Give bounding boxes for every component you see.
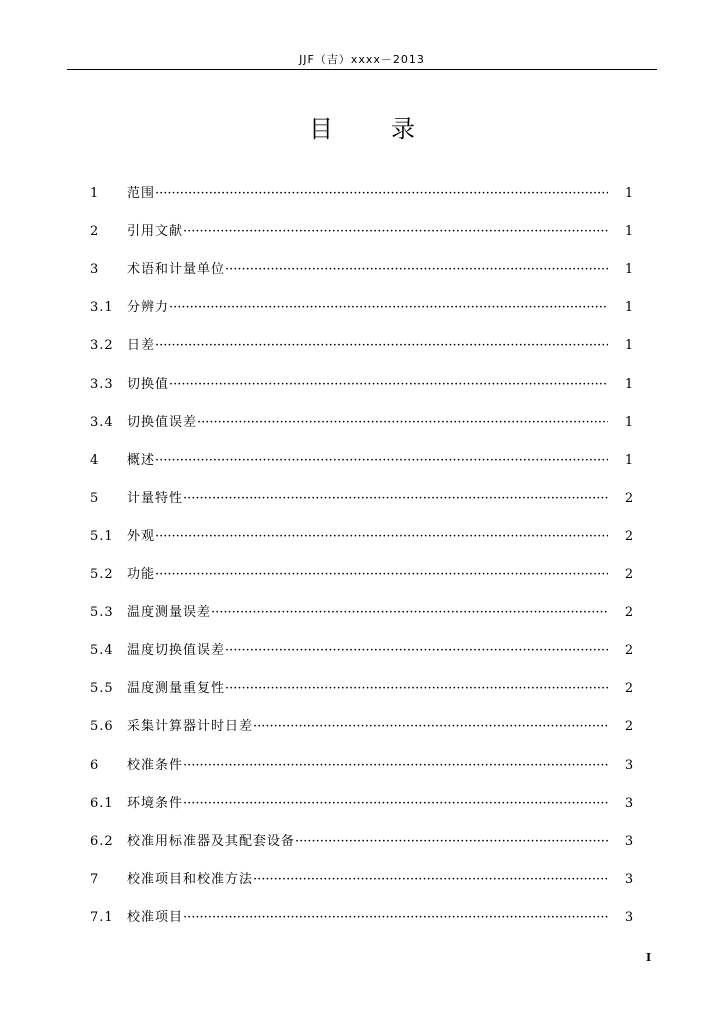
toc-entry-number: 3.1 <box>90 300 114 316</box>
toc-entry-line <box>127 756 608 776</box>
toc-entry-number: 5.1 <box>90 528 114 544</box>
toc-entry-number: 6.2 <box>90 833 114 849</box>
toc-entry-page: 1 <box>624 452 634 468</box>
toc-entry <box>0 603 724 623</box>
toc-entry-line <box>127 260 608 280</box>
toc-leader-dots <box>295 832 608 852</box>
toc-entry-page: 2 <box>624 605 634 621</box>
toc-leader-dots <box>183 756 608 776</box>
toc-leader-dots <box>155 527 608 547</box>
toc-entry <box>0 489 724 509</box>
toc-entry <box>0 832 724 852</box>
toc-entry-title: 切换值误差 <box>127 414 198 430</box>
toc-entry-page: 3 <box>624 757 634 773</box>
toc-entry-line <box>127 832 608 852</box>
toc-entry-number: 5.4 <box>90 643 114 659</box>
toc-entry <box>0 298 724 318</box>
toc-entry-number: 3.2 <box>90 338 114 354</box>
toc-entry-title: 日差 <box>127 338 156 354</box>
toc-entry-line <box>127 298 608 318</box>
toc-entry-title: 校准项目 <box>127 909 184 925</box>
toc-entry-number: 3.4 <box>90 414 114 430</box>
toc-leader-dots <box>211 603 608 623</box>
toc-leader-dots <box>169 375 608 395</box>
toc-entry <box>0 794 724 814</box>
toc-entry <box>0 870 724 890</box>
toc-entry <box>0 717 724 737</box>
toc-entry-page: 1 <box>624 186 634 201</box>
toc-entry-number: 3.3 <box>90 376 114 392</box>
toc-entry-number: 7 <box>90 871 100 887</box>
toc-entry-title: 引用文献 <box>127 224 184 240</box>
toc-entry <box>0 908 724 928</box>
toc-entry-number: 1 <box>90 186 100 201</box>
toc-entry-line <box>127 565 608 585</box>
toc-leader-dots <box>183 794 608 814</box>
toc-entry-number: 5.6 <box>90 719 114 735</box>
toc-entry-title: 温度切换值误差 <box>127 643 226 659</box>
toc-entry-title: 切换值 <box>127 376 170 392</box>
toc-entry <box>0 184 724 204</box>
toc-leader-dots <box>183 222 608 242</box>
toc-entry <box>0 679 724 699</box>
toc-entry-title: 功能 <box>127 567 156 582</box>
toc-leader-dots <box>183 489 608 509</box>
toc-entry-page: 1 <box>624 414 634 430</box>
toc-leader-dots <box>183 908 608 928</box>
toc-entry-line <box>127 717 608 737</box>
toc-entry-line <box>127 222 608 242</box>
toc-entry <box>0 756 724 776</box>
toc-leader-dots <box>197 413 608 433</box>
toc-entry-number: 3 <box>90 262 100 278</box>
toc-entry-number: 5 <box>90 490 100 506</box>
toc-entry-number: 4 <box>90 452 100 468</box>
toc-entry <box>0 375 724 395</box>
toc-entry <box>0 565 724 585</box>
toc-entry-number: 5.3 <box>90 605 114 621</box>
toc-leader-dots <box>155 336 608 356</box>
toc-entry-line <box>127 375 608 395</box>
toc-entry-title: 采集计算器计时日差 <box>127 719 254 735</box>
toc-leader-dots <box>253 870 608 890</box>
toc-entry-line <box>127 908 608 928</box>
toc-entry-number: 2 <box>90 224 100 240</box>
document-code: JJF（吉）xxxx－2013 <box>299 53 425 66</box>
toc-entry-title: 温度测量误差 <box>127 605 212 621</box>
toc-leader-dots <box>155 451 608 471</box>
page-title-char-1: 目 <box>309 115 333 143</box>
toc-entry-line <box>127 641 608 661</box>
toc-entry-page: 2 <box>624 681 634 697</box>
toc-entry-page: 2 <box>624 719 634 735</box>
toc-entry-title: 分辨力 <box>127 300 170 316</box>
toc-entry-page: 1 <box>624 376 634 392</box>
toc-entry-number: 6.1 <box>90 795 114 811</box>
toc-entry-title: 校准用标准器及其配套设备 <box>127 833 296 849</box>
toc-entry-line <box>127 679 608 699</box>
toc-leader-dots <box>169 298 608 318</box>
toc-entry <box>0 451 724 471</box>
toc-entry-number: 5.2 <box>90 567 114 582</box>
toc-entry-number: 7.1 <box>90 909 114 925</box>
toc-entry-page: 3 <box>624 795 634 811</box>
toc-entry <box>0 222 724 242</box>
toc-entry-title: 概述 <box>127 452 156 468</box>
toc-entry-line <box>127 336 608 356</box>
toc-entry <box>0 641 724 661</box>
toc-entry-line <box>127 489 608 509</box>
toc-entry-page: 1 <box>624 338 634 354</box>
toc-entry-page: 2 <box>624 567 634 582</box>
toc-entry <box>0 413 724 433</box>
toc-entry-title: 环境条件 <box>127 795 184 811</box>
toc-entry-page: 2 <box>624 490 634 506</box>
toc-entry-title: 校准条件 <box>127 757 184 773</box>
toc-leader-dots <box>253 717 608 737</box>
toc-entry-page: 3 <box>624 909 634 925</box>
toc-entry-line <box>127 794 608 814</box>
toc-leader-dots <box>225 260 608 280</box>
toc-entry <box>0 527 724 547</box>
page-title-char-2: 录 <box>391 115 415 143</box>
toc-entry-line <box>127 527 608 547</box>
toc-entry-title: 范围 <box>127 186 156 201</box>
toc-entry-page: 1 <box>624 224 634 240</box>
toc-entry-line <box>127 451 608 471</box>
toc-leader-dots <box>155 184 608 204</box>
page-number: I <box>646 951 652 964</box>
toc-leader-dots <box>155 565 608 585</box>
toc-entry-title: 计量特性 <box>127 490 184 506</box>
toc-entry-title: 校准项目和校准方法 <box>127 871 254 887</box>
toc-entry-page: 3 <box>624 871 634 887</box>
toc-entry-line <box>127 870 608 890</box>
toc-entry-title: 外观 <box>127 528 156 544</box>
toc-entry <box>0 336 724 356</box>
toc-entry-page: 2 <box>624 643 634 659</box>
toc-entry-number: 6 <box>90 757 100 773</box>
toc-entry-page: 1 <box>624 262 634 278</box>
toc-entry-page: 3 <box>624 833 634 849</box>
toc-entry-title: 术语和计量单位 <box>127 262 226 278</box>
toc-entry-number: 5.5 <box>90 681 114 697</box>
toc-entry-line <box>127 413 608 433</box>
toc-entry-page: 2 <box>624 528 634 544</box>
toc-entry-line <box>127 603 608 623</box>
toc-entry-title: 温度测量重复性 <box>127 681 226 697</box>
toc-leader-dots <box>225 679 608 699</box>
toc-entry-page: 1 <box>624 300 634 316</box>
toc-entry <box>0 260 724 280</box>
toc-entry-line <box>127 184 608 204</box>
toc-leader-dots <box>225 641 608 661</box>
